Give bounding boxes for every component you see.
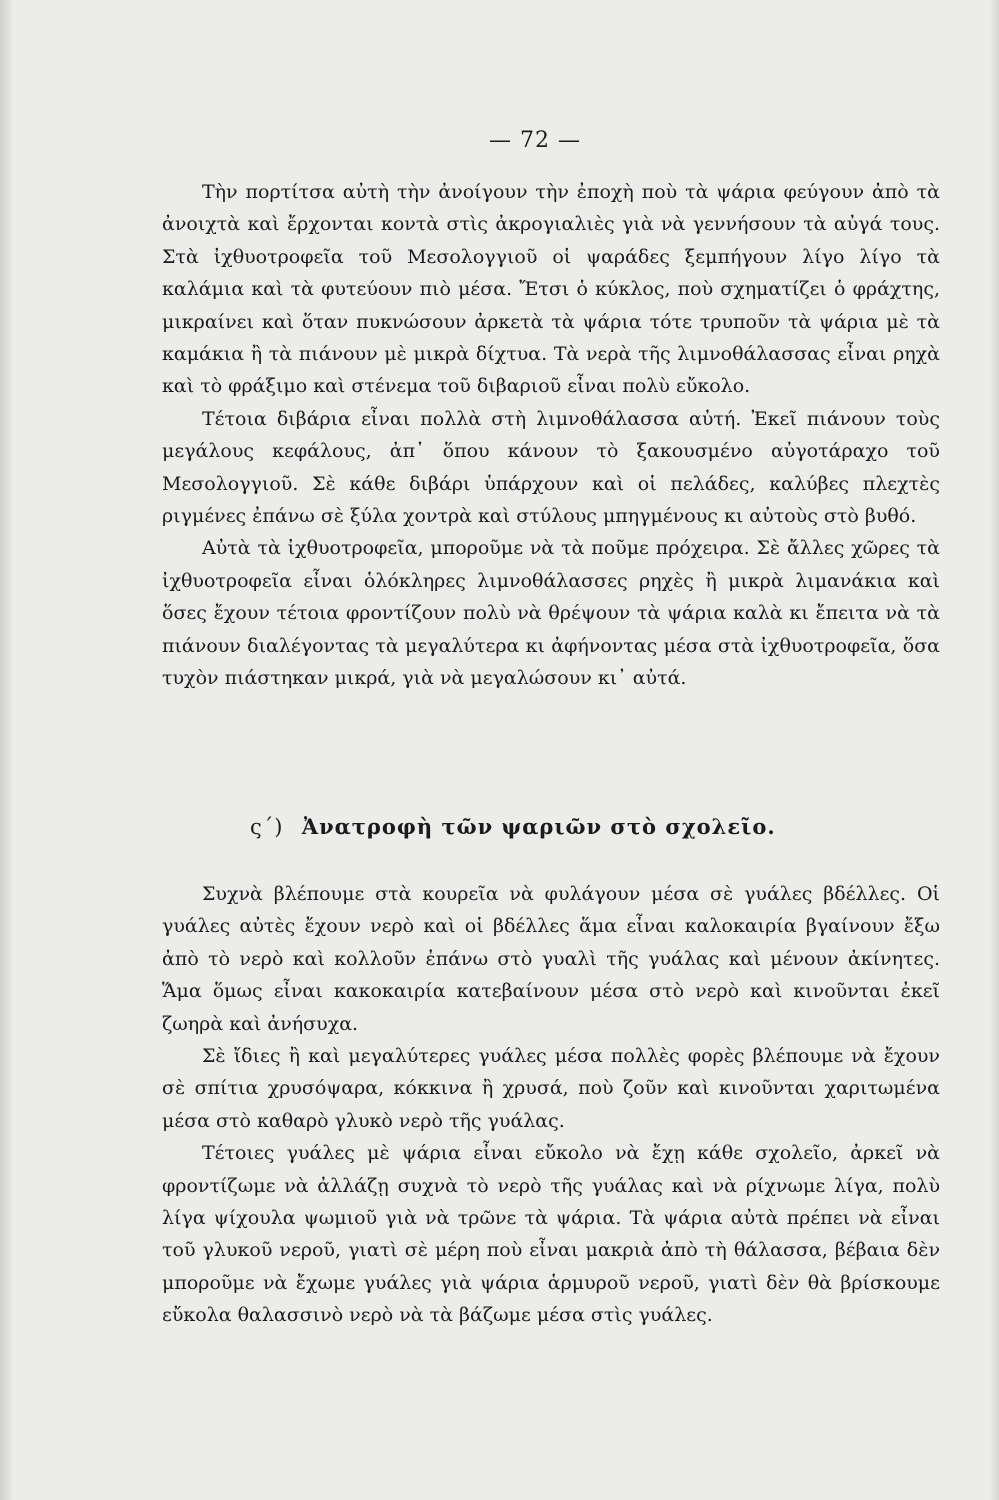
paragraph: Αὐτὰ τὰ ἰχθυοτροφεῖα, μποροῦμε νὰ τὰ ποῦμε πρόχειρα. Σὲ ἄλλες χῶρες τὰ ἰχθυοτροφεῖα εἶναι ὁλόκληρες λιμνοθάλασσες ρηχὲς ἢ μικρὰ λιμανάκια καὶ ὅσες ἔχουν τέτοια φροντίζουν πολὺ νὰ θρέψουν τὰ ψάρια καλὰ κι ἔπειτα νὰ τὰ πιάνουν διαλέγοντας τὰ μεγαλύτερα κι ἀφήνοντας μέσα στὰ ἰχθυοτροφεῖα, ὅσα τυχὸν πιάστηκαν μικρά, γιὰ νὰ μεγαλώσουν κι᾿ αὐτά. xyxy=(162,537,940,690)
page-edge-right xyxy=(989,0,999,1500)
section-heading xyxy=(250,814,950,839)
page-number: — 72 — xyxy=(489,128,581,153)
paragraph: Τὴν πορτίτσα αὐτὴ τὴν ἀνοίγουν τὴν ἐποχὴ ποὺ τὰ ψάρια φεύγουν ἀπὸ τὰ ἀνοιχτὰ καὶ ἔρχονται κοντὰ στὶς ἀκρογιαλιὲς γιὰ νὰ γεννήσουν τὰ αὐγά τους. Στὰ ἰχθυοτροφεῖα τοῦ Μεσολογγιοῦ οἱ ψαράδες ξεμπήγουν λίγο λίγο τὰ καλάμια καὶ τὰ φυτεύουν πιὸ μέσα. Ἔτσι ὁ κύκλος, ποὺ σχηματίζει ὁ φράχτης, μικραίνει καὶ ὅταν πυκνώσουν ἀρκετὰ τὰ ψάρια τότε τρυποῦν τὰ ψάρια μὲ τὰ καμάκια ἢ τὰ πιάνουν μὲ μικρὰ δίχτυα. Τὰ νερὰ τῆς λιμνοθάλασσας εἶναι ρηχὰ καὶ τὸ φράξιμο καὶ στένεμα τοῦ διβαριοῦ εἶναι πολὺ εὔκολο. xyxy=(162,181,940,398)
paragraph: Τέτοια διβάρια εἶναι πολλὰ στὴ λιμνοθάλασσα αὐτή. Ἐκεῖ πιάνουν τοὺς μεγάλους κεφάλους, ἀπ᾿ ὅπου κάνουν τὸ ξακουσμένο αὐγοτάραχο τοῦ Μεσολογγιοῦ. Σὲ κάθε διβάρι ὑπάρχουν καὶ οἱ πελάδες, καλύβες πλεχτὲς ριγμένες ἐπάνω σὲ ξύλα χοντρὰ καὶ στύλους μπηγμένους κι αὐτοὺς στὸ βυθό. xyxy=(162,407,940,528)
paragraph: Τέτοιες γυάλες μὲ ψάρια εἶναι εὔκολο νὰ ἔχῃ κάθε σχολεῖο, ἀρκεῖ νὰ φροντίζωμε νὰ ἀλλάζῃ συχνὰ τὸ νερὸ τῆς γυάλας καὶ νὰ ρίχνωμε λίγα, πολὺ λίγα ψίχουλα ψωμιοῦ γιὰ νὰ τρῶνε τὰ ψάρια. Τὰ ψάρια αὐτὰ πρέπει νὰ εἶναι τοῦ γλυκοῦ νεροῦ, γιατὶ σὲ μέρη ποὺ εἶναι μακριὰ ἀπὸ τὴ θάλασσα, βέβαια δὲν μποροῦμε νὰ ἔχωμε γυάλες γιὰ ψάρια ἁρμυροῦ νεροῦ, γιατὶ δὲν θὰ βρίσκουμε εὔκολα θαλασσινὸ νερὸ νὰ τὰ βάζωμε μέσα στὶς γυάλες. xyxy=(162,1142,940,1327)
page-edge-left xyxy=(0,0,14,1500)
section-fish-at-school xyxy=(162,878,940,1332)
paragraph: Σὲ ἴδιες ἢ καὶ μεγαλύτερες γυάλες μέσα πολλὲς φορὲς βλέπουμε νὰ ἔχουν σὲ σπίτια χρυσόψαρα, κόκκινα ἢ χρυσά, ποὺ ζοῦν καὶ κινοῦνται χαριτωμένα μέσα στὸ καθαρὸ γλυκὸ νερὸ τῆς γυάλας. xyxy=(162,1045,940,1132)
section-heading-title: Ἀνατροφὴ τῶν ψαριῶν στὸ σχολεῖο. xyxy=(301,814,776,839)
section-heading-number: ς´) xyxy=(250,815,284,839)
section-fish-farms xyxy=(162,176,940,695)
paragraph: Συχνὰ βλέπουμε στὰ κουρεῖα νὰ φυλάγουν μέσα σὲ γυάλες βδέλλες. Οἱ γυάλες αὐτὲς ἔχουν νερὸ καὶ οἱ βδέλλες ἅμα εἶναι καλοκαιρία βγαίνουν ἔξω ἀπὸ τὸ νερὸ καὶ κολλοῦν ἐπάνω στὸ γυαλὶ τῆς γυάλας καὶ μένουν ἀκίνητες. Ἅμα ὅμως εἶναι κακοκαιρία κατεβαίνουν μέσα στὸ νερὸ καὶ κινοῦνται ἐκεῖ ζωηρὰ καὶ ἀνήσυχα. xyxy=(162,883,940,1035)
